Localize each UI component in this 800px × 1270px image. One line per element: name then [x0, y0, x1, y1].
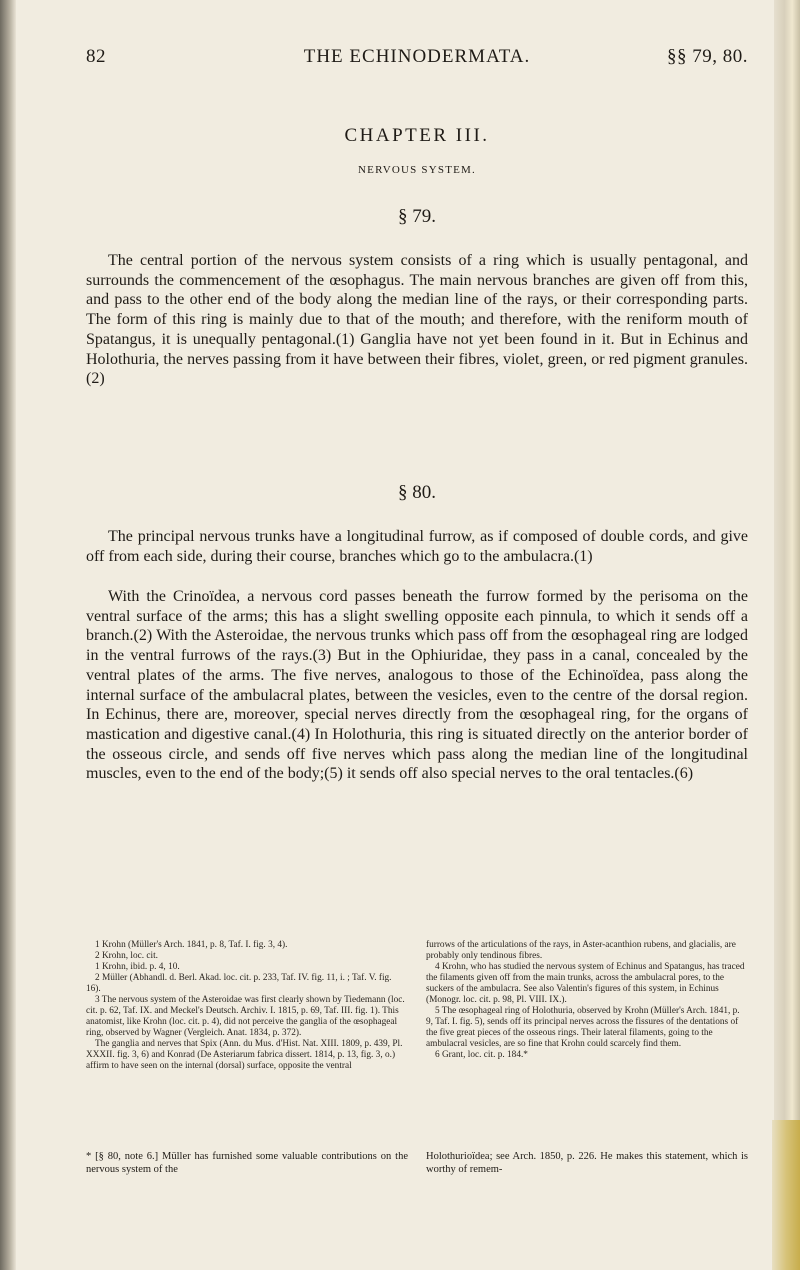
- section-79-heading: § 79.: [398, 206, 436, 227]
- footnote: 2 Müller (Abhandl. d. Berl. Akad. loc. cit. p. 233, Taf. IV. fig. 11, i. ; Taf. V. fig. 16).: [86, 973, 392, 994]
- section-79-text: [86, 251, 748, 389]
- chapter-subtitle: NERVOUS SYSTEM.: [358, 164, 476, 176]
- section-80-heading: § 80.: [398, 482, 436, 503]
- footnote: 1 Krohn (Müller's Arch. 1841, p. 8, Taf. I. fig. 3, 4).: [95, 940, 288, 950]
- section-80-para-2: [86, 587, 748, 784]
- section-80-para-2-text: With the Crinoïdea, a nervous cord passes beneath the furrow formed by the perisoma on the ventral surface of the arms; this has a slight swelling opposite each pinnula, to which it sends off a branch.(2) With the Asteroidae, the nervous trunks which pass off from the œsophageal ring are lodged in the ventral furrows of the rays.(3) But in the Ophiuridae, they pass in a canal, concealed by the ventral plates of the arms. The five nerves, analogous to those of the Echinoïdea, pass along the internal surface of the ambulacral plates, between the vesicles, even to the centre of the dorsal region. In Echinus, there are, moreover, special nerves directly from the œsophageal ring, for the organs of mastication and digestive canal.(4) In Holothuria, this ring is situated directly on the anterior border of the osseous circle, and sends off five nerves which pass along the median line of the longitudinal muscles, even to the end of the body;(5) it sends off also special nerves to the oral tentacles.(6): [86, 588, 748, 783]
- footnote: 4 Krohn, who has studied the nervous system of Echinus and Spatangus, has traced the filaments given off from the main trunks, across the ambulacral pores, to the suckers of the ambulacra. See also Valentin's figures of this system, in Echinus (Monogr. loc. cit. p. 98, Pl. VIII. IX.).: [426, 962, 745, 1005]
- footnote: 2 Krohn, loc. cit.: [95, 951, 158, 961]
- footnote: furrows of the articulations of the rays, in Aster-acanthion rubens, and glacialis, are probably only tendinous fibres.: [426, 940, 736, 961]
- footnotes-right-column: [426, 940, 746, 1061]
- footnote: 3 The nervous system of the Asteroidae was first clearly shown by Tiedemann (loc. cit. p. 62, Taf. IX. and Meckel's Deutsch. Archiv. I. 1815, p. 69, Taf. III. fig. 1). This anatomist, like Krohn (loc. cit. p. 4), did not perceive the ganglia of the œsophageal ring, observed by Wagner (Vergleich. Anat. 1834, p. 372).: [86, 995, 405, 1038]
- footnote: 5 The œsophageal ring of Holothuria, observed by Krohn (Müller's Arch. 1841, p. 9, Taf. I. fig. 5), sends off its principal nerves across the fissures of the dentations of the five great pieces of the osseous rings. Their lateral filaments, going to the ambulacral vesicles, are so fine that Krohn could scarcely find them.: [426, 1006, 740, 1049]
- page-edge: [774, 0, 800, 1270]
- running-sections: §§ 79, 80.: [667, 46, 748, 67]
- section-80-para-1-text: The principal nervous trunks have a longitudinal furrow, as if composed of double cords, and give off from each side, during their course, branches which go to the ambulacra.(1): [86, 528, 748, 565]
- page-number: 82: [86, 46, 106, 67]
- section-80-para-1: [86, 527, 748, 566]
- translator-note-left: * [§ 80, note 6.] Müller has furnished some valuable contributions on the nervous system of the: [86, 1151, 408, 1175]
- footnotes-left-column: [86, 940, 406, 1072]
- running-title: THE ECHINODERMATA.: [303, 46, 531, 67]
- footnote: 1 Krohn, ibid. p. 4, 10.: [95, 962, 180, 972]
- running-head: [86, 46, 748, 70]
- footnote: The ganglia and nerves that Spix (Ann. du Mus. d'Hist. Nat. XIII. 1809, p. 439, Pl. XXXII. fig. 3, 6) and Konrad (De Asteriarum fabrica dissert. 1814, p. 13, fig. 3, o.) affirm to have seen on the internal (dorsal) surface, opposite the ventral: [86, 1039, 403, 1071]
- translator-note-right: Holothurioïdea; see Arch. 1850, p. 226. He makes this statement, which is worthy of remem-: [426, 1151, 748, 1175]
- section-79-body: The central portion of the nervous system consists of a ring which is usually pentagonal, and surrounds the commencement of the œsophagus. The main nervous branches are given off from this, and pass to the other end of the body along the median line of the rays, or their corresponding parts. The form of this ring is mainly due to that of the mouth; and therefore, with the reniform mouth of Spatangus, it is unequally pentagonal.(1) Ganglia have not yet been found in it. But in Echinus and Holothuria, the nerves passing from it have between their fibres, violet, green, or red pigment granules.(2): [86, 252, 748, 388]
- footnote: 6 Grant, loc. cit. p. 184.*: [435, 1050, 528, 1060]
- chapter-title: CHAPTER III.: [344, 125, 490, 146]
- page-edge-stain: [772, 1120, 800, 1270]
- page-spine-shadow: [0, 0, 16, 1270]
